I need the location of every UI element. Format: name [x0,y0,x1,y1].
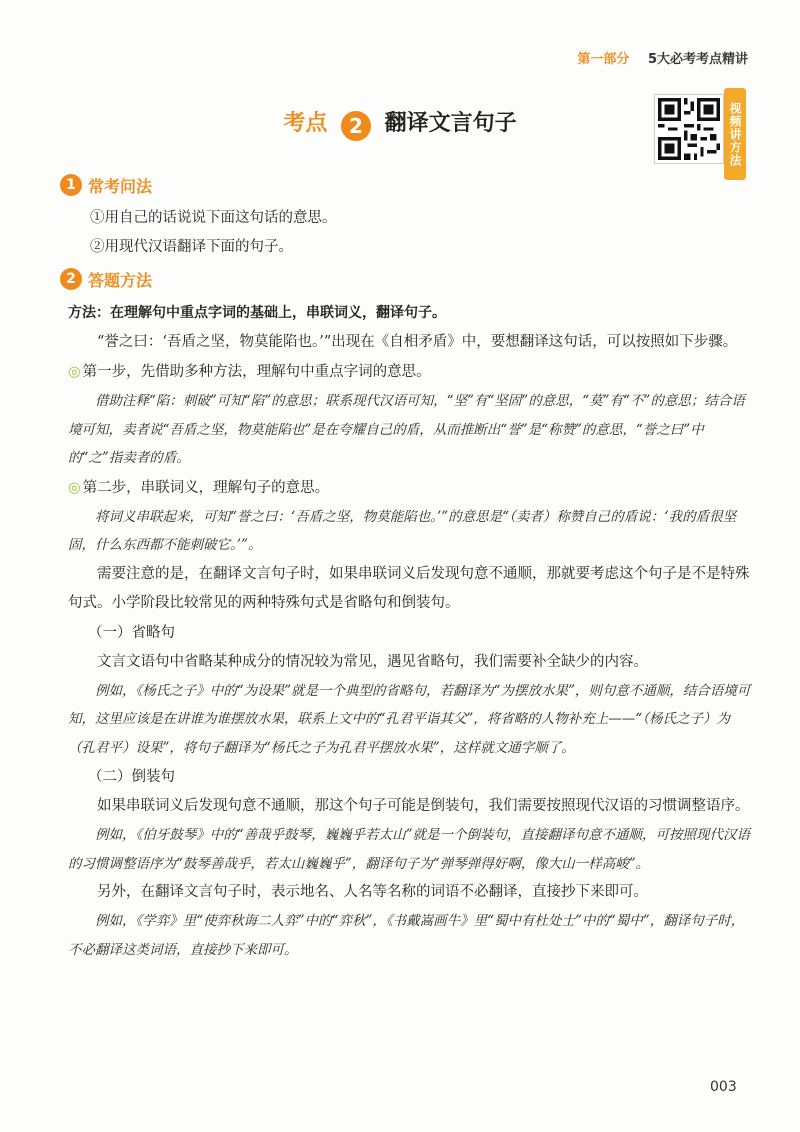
header-part: 第一部分 [577,52,630,67]
section-title: 常考问法 [88,176,153,196]
page-number: 003 [710,1079,737,1095]
omission-paragraph: 文言文语句中省略某种成分的情况较为常见，遇见省略句，我们需要补全缺少的内容。 [97,653,648,670]
title-number-badge: 2 [341,111,371,141]
inversion-example: 例如，《伯牙鼓琴》中的“善哉乎鼓琴，巍巍乎若太山”就是一个倒装句，直接翻译句意不通顺，可按照现代汉语的习惯调整语序为“鼓琴善哉乎，若太山巍巍乎”，翻译句子为“弹琴弹得好啊，像大山一样高峻”。 [68,827,751,872]
section-answer-method [60,266,754,292]
question-item: ②用现代汉语翻译下面的句子。 [90,239,293,255]
qr-code-icon[interactable] [654,94,724,164]
method-statement: 方法：在理解句中重点字词的基础上，串联词义，翻译句子。 [68,305,446,321]
section-common-questions [60,172,754,198]
title-main: 翻译文言句子 [384,111,517,136]
subsection-inversion-title: （二）倒装句 [88,769,175,785]
extra-example: 例如，《学弈》里“使弈秋诲二人弈”中的“弈秋”，《书戴嵩画牛》里“蜀中有杜处士”中的“蜀中”，翻译句子时，不必翻译这类词语，直接抄下来即可。 [68,913,745,958]
step-1-detail: 借助注释“陷：刺破”可知“陷”的意思；联系现代汉语可知，“坚”有“坚固”的意思，“莫”有“不”的意思；结合语境可知，卖者说“吾盾之坚，物莫能陷也”是在夸耀自己的盾，从而推断出“誉”是“称赞”的意思，“誉之曰”中的“之”指卖者的盾。 [68,393,745,466]
header-section: 5大必考考点精讲 [647,52,748,67]
inversion-paragraph: 如果串联词义后发现句意不通顺，那这个句子可能是倒装句，我们需要按照现代汉语的习惯调整语序。 [97,798,750,814]
question-item: ①用自己的话说说下面这句话的意思。 [90,210,337,226]
video-method-tag[interactable]: 视频讲方法 [724,88,746,180]
main-content [68,170,754,964]
step-1-text: 第一步，先借助多种方法，理解句中重点字词的意思。 [82,364,431,380]
running-header [577,48,748,67]
step-1 [68,357,754,387]
step-2-detail: 将词义串联起来，可知“誉之曰：‘吾盾之坚，物莫能陷也。’”的意思是“（卖者）称赞自己的盾说：‘我的盾很坚固，什么东西都不能刺破它。’”。 [68,508,737,553]
section-number-badge: 2 [60,268,82,290]
extra-paragraph: 另外，在翻译文言句子时，表示地名、人名等名称的词语不必翻译，直接抄下来即可。 [97,884,648,900]
section-title: 答题方法 [88,270,153,290]
circle-bullet-icon: ◎ [68,479,81,496]
note-paragraph: 需要注意的是，在翻译文言句子时，如果串联词义后发现句意不通顺，那就要考虑这个句子是不是特殊句式。小学阶段比较常见的两种特殊句式是省略句和倒装句。 [68,565,750,611]
step-2 [68,473,754,503]
omission-example: 例如，《杨氏之子》中的“为设果”就是一个典型的省略句，若翻译为“为摆放水果”，则句意不通顺，结合语境可知，这里应该是在讲谁为谁摆放水果，联系上文中的“孔君平诣其父”，将省略的人物补充上——“（杨氏之子）为（孔君平）设果”，将句子翻译为“杨氏之子为孔君平摆放水果”，这样就文通字顺了。 [68,682,751,756]
step-2-text: 第二步，串联词义，理解句子的意思。 [82,479,330,496]
intro-paragraph: “誉之曰：‘吾盾之坚，物莫能陷也。’”出现在《自相矛盾》中，要想翻译这句话，可以按照如下步骤。 [97,334,738,350]
title-prefix: 考点 [283,111,328,136]
section-number-badge: 1 [60,174,82,196]
circle-bullet-icon: ◎ [68,364,81,380]
subsection-omission-title: （一）省略句 [88,624,175,641]
